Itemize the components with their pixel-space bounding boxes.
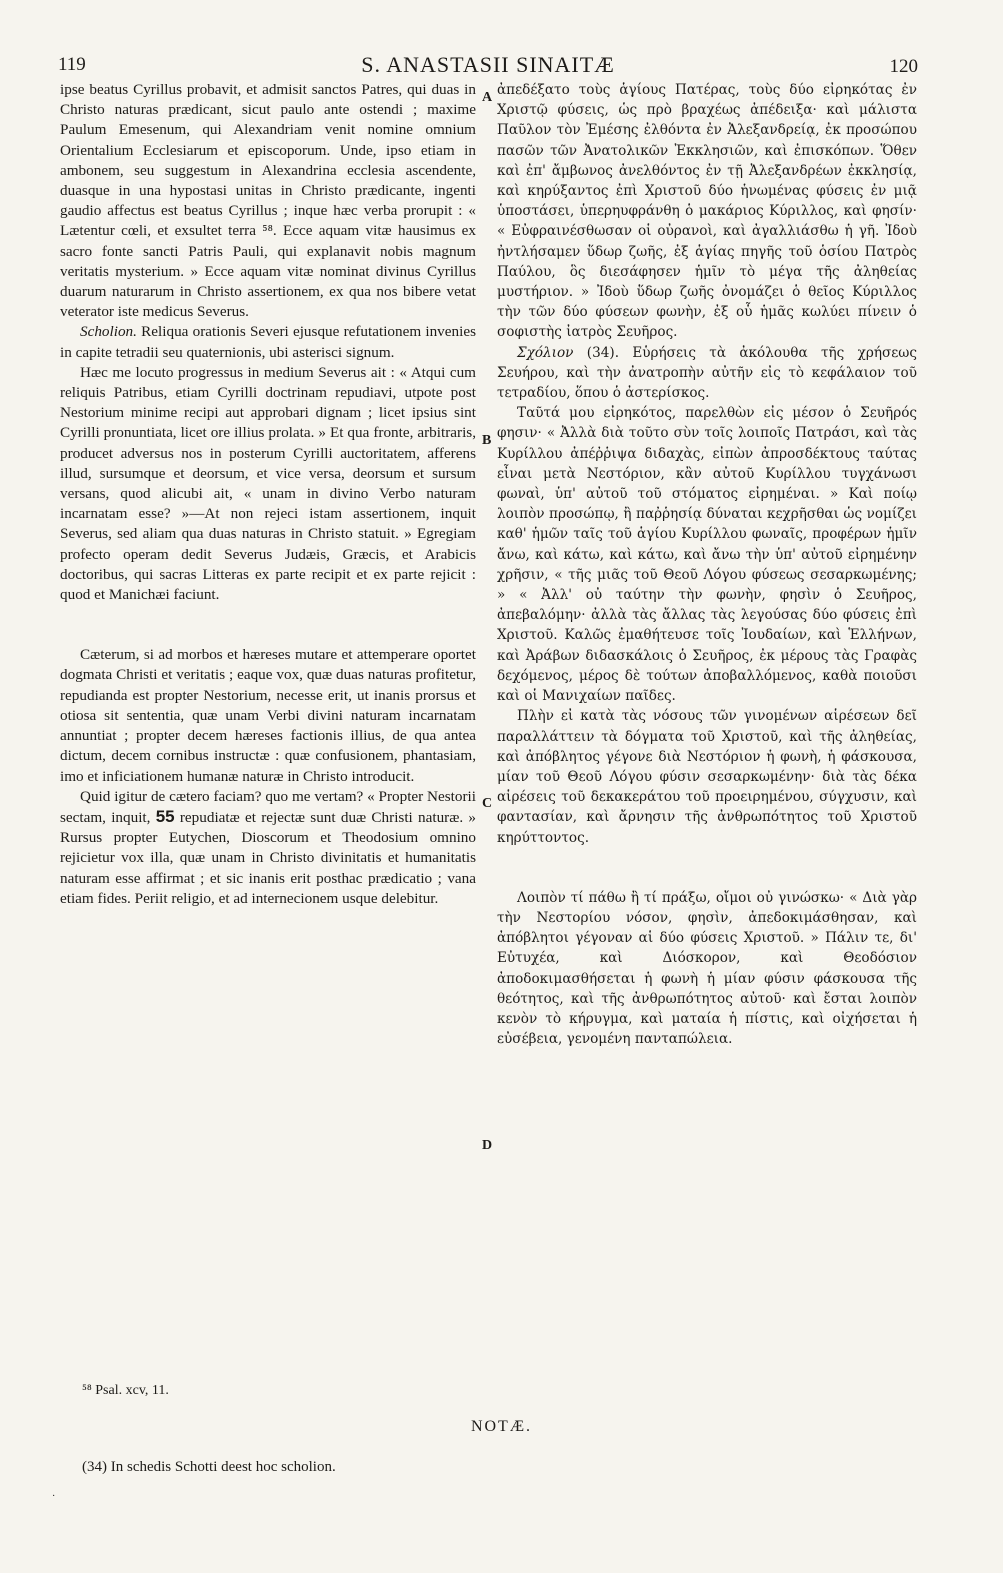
greek-paragraph-1: ἀπεδέξατο τοὺς ἁγίους Πατέρας, τοὺς δύο εἰρηκότας ἐν Χριστῷ φύσεις, ὡς πρὸ βραχέως ἀπέδειξα· καὶ μάλιστα Παῦλον τὸν Ἐμέσης ἐλθόντα ἐν Ἀλεξανδρείᾳ, ἐκ προσώπου πασῶν τῶν Ἀνατολικῶν Ἐκκλησιῶν, καὶ ἐπισκόπων. Ὅθεν καὶ ἐπ' ἄμβωνος ἀνελθόντος ἐν τῇ Ἀλεξανδρέων ἐκκλησίᾳ, καὶ κηρύξαντος ἐπὶ Χριστοῦ δύο ἡνωμένας φύσεις ἐν μιᾷ ὑποστάσει, ὑπερηυφράνθη ὁ μακάριος Κύριλλος, καὶ φησίν· « Εὐφραινέσθωσαν οἱ οὐρανοὶ, καὶ ἀγαλλιάσθω ἡ γῆ. Ἰδοὺ ἠντλήσαμεν ὕδωρ ζωῆς, ἐξ ἁγίας πηγῆς τοῦ ὁσίου Πατρὸς Παύλου, ὃς διεσάφησεν ἡμῖν τὸ μέγα τῆς ἀληθείας μυστήριον. » Ἰδοὺ ὕδωρ ζωῆς ὀνομάζει ὁ θεῖος Κύριλλος τὴν τῶν δύο φύσεων φωνὴν, ἐξ οὗ ἡμᾶς κωλύει πίνειν ὁ σοφιστὴς ἰατρὸς Σευῆρος. [497, 82, 917, 341]
margin-marker-c: C [482, 796, 493, 811]
greek-scholion [497, 343, 917, 404]
greek-paragraph-4: Πλὴν εἰ κατὰ τὰς νόσους τῶν γινομένων αἱρέσεων δεῖ παραλλάττειν τὰ δόγματα τοῦ Χριστοῦ, καὶ τῆς ἀληθείας, καὶ ἀπόβλητος γέγονε διὰ Νεστόριον ἡ φωνὴ, ἡ φάσκουσα, μίαν τοῦ Θεοῦ Λόγου φύσιν σεσαρκωμένην· διὰ τὰς δέκα αἱρέσεις τοῦ δεκακεράτου τοῦ προειρημένου, σύγχυσιν, καὶ φαντασίαν, καὶ ἄρνησιν τῆς ἀνθρωπότητος τοῦ Χριστοῦ κηρύττοντος. [497, 708, 917, 846]
latin-column [60, 80, 476, 909]
latin-paragraph-4: Cæterum, si ad morbos et hæreses mutare et attemperare oportet dogmata Christi et veritatis ; eaque vox, quæ duas naturas profitetur, repudianda est propter Nestorium, necesse erit, ut inanis prorsus et otiosa sit sententia, quæ unam Verbi divini naturam incarnatam annuntiat ; propter decem hæreses factionis illius, de qua antea dictum, decem cornibus instructæ : quæ confusionem, phantasiam, imo et inficiationem humanæ naturæ in Christo introducit. [60, 646, 476, 785]
scholion-text: Reliqua orationis Severi ejusque refutationem invenies in capite tetradii seu quaternionis, ubi asterisci signum. [60, 323, 476, 361]
greek-paragraph-3: Ταῦτά μου εἰρηκότος, παρελθὼν εἰς μέσον ὁ Σευῆρός φησιν· « Ἀλλὰ διὰ τοῦτο σὺν τοῖς λοιποῖς Πατράσι, καὶ τὰς Κυρίλλου ἀπέῤῥιψα διδαχὰς, εἰπὼν ἀπροσδέκτους ταύτας εἶναι μετὰ Νεστόριον, κἂν αὐτοῦ Κυρίλλου τυγχάνωσι φωναὶ, ὑπ' αὐτοῦ τοῦ στόματος εἰρημέναι. » Καὶ ποίῳ λοιπὸν προσώπῳ, ἢ παῤῥησίᾳ δύναται κεχρῆσθαι ὡς νομίζει καθ' ἡμῶν ταῖς τοῦ ἁγίου Κυρίλλου φωναῖς, προφέρων ἡμῖν ἄνω, καὶ κάτω, καὶ κάτω, καὶ ἄνω τὴν ὑπ' αὐτοῦ εἰρημένην χρῆσιν, « τῆς μιᾶς τοῦ Θεοῦ Λόγου φύσεως σεσαρκωμένης; » « Ἀλλ' οὐ ταύτην τὴν φωνὴν, φησὶν ὁ Σευῆρος, ἀπεβαλόμην· ἀλλὰ τὰς ἄλλας τὰς λεγούσας δύο φύσεις ἐπὶ Χριστοῦ. Καλῶς ἐμαθήτευσε τοῖς Ἰουδαίων, καὶ Ἑλλήνων, καὶ Ἀράβων διδασκάλοις ὁ Σευῆρος, ἐκ μέρους τὰς Γραφὰς δεχόμενος, μέρος δὲ τούτων ἀποβαλλόμενος, καθὰ ποιοῦσι καὶ οἱ Μανιχαίων παῖδες. [497, 405, 917, 705]
inline-column-number: 55 [155, 806, 175, 826]
margin-marker-a: A [482, 90, 493, 105]
latin-scholion [60, 322, 476, 362]
latin-paragraph-5 [60, 787, 476, 909]
greek-column [497, 80, 917, 1049]
running-title: S. ANASTASII SINAITÆ [361, 52, 615, 77]
greek-paragraph-5: Λοιπὸν τί πάθω ἢ τί πράξω, οἴμοι οὐ γινώσκω· « Διὰ γὰρ τὴν Νεστορίου νόσον, φησὶν, ἀπεδοκιμάσθησαν, καὶ ἀπόβλητοι γέγοναν αἱ δύο φύσεις Χριστοῦ. » Πάλιν τε, δι' Εὐτυχέα, καὶ Διόσκορον, καὶ Θεοδόσιον ἀποδοκιμασθήσεται ἡ φωνὴ ἡ μίαν φύσιν φάσκουσα τῆς θεότητος, καὶ τῆς ἀνθρωπότητος αὐτοῦ· καὶ ἔσται λοιπὸν κενὸν τὸ κήρυγμα, καὶ ματαία ἡ πίστις, καὶ οἰχήσεται ἡ εὐσέβεια, γενομένη πανταπώλεια. [497, 889, 917, 1048]
scholion-label: Scholion. [80, 323, 137, 341]
latin-p5-post: repudiatæ et rejectæ sunt duæ Christi naturæ. » Rursus propter Eutychen, Dioscorum et Theodosium omnino rejicietur vox illa, quæ unam in Christo divinitatis et humanitatis naturam esse affirmat ; et sic inanis erit posthac prædicatio ; vana etiam fides. Periit religio, et ad internecionem usque delebitur. [60, 808, 476, 907]
latin-paragraph-1: ipse beatus Cyrillus probavit, et admisit sanctos Patres, qui duas in Christo naturas prædicant, sicut paulo ante ostendi ; maxime Paulum Emesenum, qui Alexandriam venit nomine omnium Orientalium Ecclesiarum et episcoporum. Unde, ipso etiam in ambonem, seu suggestum in Alexandrina ecclesia ascendente, duasque in una hypostasi unitas in Christo prædicante, ingenti gaudio affectus est beatus Cyrillus ; inque hæc verba prorupit : « Lætentur cœli, et exsultet terra ⁵⁸. Ecce aquam vitæ hausimus ex sacro fonte sancti Patris Pauli, qui explanavit nobis magnum veritatis mysterium. » Ecce aquam vitæ nominat divinus Cyrillus duarum naturarum in Christo assertionem, ex qua nos bibere vetat veterator iste medicus Severus. [60, 81, 476, 321]
latin-paragraph-3: Hæc me locuto progressus in medium Severus ait : « Atqui cum reliquis Patribus, etiam Cyrilli doctrinam repudiavi, utpote post Nestorium minime recipi aut approbari dignam ; licet ipsius sint Cyrilli pronuntiata, licet ore illius prolata. » Et qua fronte, arbitraris, producet adversus nos in posterum Cyrilli auctoritatem, afferens illud, sursumque et deorsum, et vice versa, deorsum et sursum versans, quod alicubi ait, « unam in divino Verbo naturam incarnatam esse? »—At non rejeci istam assertionem, inquit Severus, sed aliam qua duas naturas in Christo statuit. » Egregiam profecto operam dedit Severus Judæis, Græcis, et Arabicis doctoribus, qui sacras Litteras ex parte recipit et ex parte rejicit : quod et Manichæi faciunt. [60, 363, 476, 604]
latin-p5-pre: Quid igitur de cætero faciam? quo me vertam? « Propter Nestorii sectam, inquit, [60, 787, 476, 826]
footnote: ⁵⁸ Psal. xcv, 11. [82, 1383, 169, 1398]
greek-scholion-label: Σχόλιον [517, 344, 574, 361]
margin-marker-b: B [482, 433, 492, 448]
right-page-number: 120 [889, 56, 918, 77]
note-34: (34) In schedis Schotti deest hoc scholion. [82, 1459, 336, 1475]
page-speck: · [52, 1491, 56, 1502]
greek-scholion-text: (34). Εὑρήσεις τὰ ἀκόλουθα τῆς χρήσεως Σευήρου, καὶ τὴν ἀνατροπὴν αὐτῆν εἰς τὸ κεφάλαιον τοῦ τετραδίου, ὅπου ὁ ἀστερίσκος. [497, 344, 917, 402]
notes-heading: NOTÆ. [470, 1418, 533, 1435]
page-header [58, 46, 918, 80]
margin-marker-d: D [482, 1138, 493, 1153]
left-page-number: 119 [58, 54, 86, 75]
